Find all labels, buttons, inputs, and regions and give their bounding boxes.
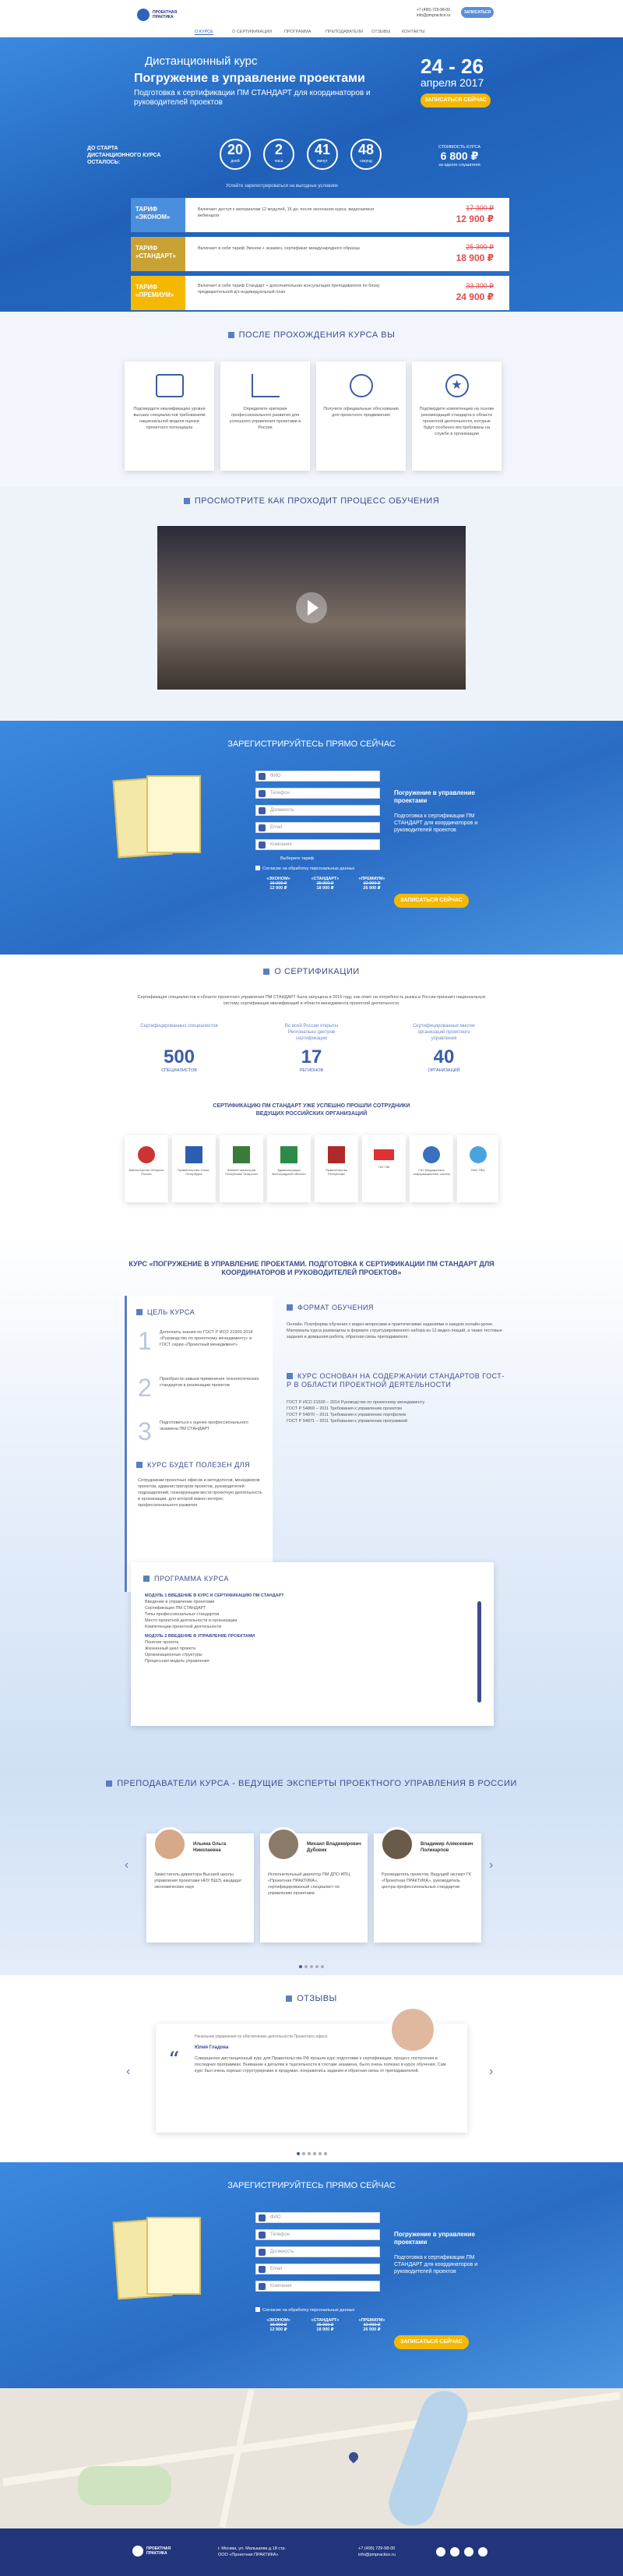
building-icon: [259, 842, 266, 849]
goal-item: 1 Дополнить знания по ГОСТ Р ИСО 21500-2014 «Руководство по проектному менеджменту» и ГОСТ серии «Проектный менеджмент»: [138, 1327, 253, 1355]
video-section: [0, 487, 623, 721]
after-course-section: [0, 312, 623, 487]
mail-icon: [259, 824, 266, 831]
register-section-2: [0, 2162, 623, 2388]
org-card: ПАО ТВЦ: [457, 1135, 498, 1202]
org-logo-icon: [280, 1146, 297, 1163]
hero-month: апреля 2017: [421, 76, 484, 89]
hero: [0, 37, 623, 312]
stat-block: Сертифицированных специалистов 500 СПЕЦИАЛИСТОВ: [140, 1024, 218, 1073]
avatar: [389, 2006, 436, 2053]
tariff-select-label: Выберите тариф: [280, 856, 315, 861]
register-section: [0, 721, 623, 955]
consent-checkbox[interactable]: Согласие на обработку персональных данных: [255, 2307, 354, 2313]
hero-title: Погружение в управление проектами: [134, 72, 365, 85]
teachers-pagination[interactable]: [0, 1958, 623, 1972]
org-card: Правительство Республики: [315, 1135, 358, 1202]
tariff-premium: ТАРИФ «ПРЕМИУМ» Включает в себя тариф Стандарт + дополнительная консультация преподавателя по блоку предварительной д/з индивидуальный план 33 300 ₽ 24 900 ₽: [131, 276, 509, 310]
email-field[interactable]: Email: [255, 822, 380, 833]
org-card: ГБУ Медицинских информационных систем: [410, 1135, 453, 1202]
nav-item[interactable]: ПРЕПОДАВАТЕЛИ: [326, 30, 364, 34]
countdown-days: 20 дней: [220, 139, 251, 170]
medal-icon: [350, 374, 373, 397]
footer-address: г. Москва, ул. Малышева д.18 стр. ООО «Проектная ПРАКТИКА»: [218, 2546, 287, 2557]
org-logo-icon: [233, 1146, 250, 1163]
certificate-image: [115, 768, 209, 884]
certificate-image: [115, 2209, 209, 2326]
fio-field[interactable]: ФИО: [255, 2212, 380, 2223]
teacher-card: Ильина Ольга Николаевна Заместитель директора Высшей школы управления проектами НИУ ВШЭ, кандидат экономических наук: [146, 1833, 254, 1943]
hero-dates: 24 - 26: [421, 55, 484, 78]
footer-contacts: +7 (495) 729-98-00 info@pmpractice.ru: [358, 2546, 396, 2557]
company-field[interactable]: Компания: [255, 2281, 380, 2292]
countdown-label: ДО СТАРТА ДИСТАНЦИОННОГО КУРСА ОСТАЛОСЬ:: [87, 146, 161, 165]
reviews-title: ОТЗЫВЫ: [0, 1994, 623, 2003]
header-email[interactable]: info@pmpractice.ru: [417, 13, 451, 18]
prev-arrow-icon[interactable]: ‹: [126, 2065, 131, 2078]
phone-field[interactable]: Телефон: [255, 2229, 380, 2240]
nav-item[interactable]: КОНТАКТЫ: [402, 30, 425, 34]
hero-note: Успейте зарегистрироваться на выгодных условиях: [226, 184, 339, 189]
social-links: [436, 2547, 498, 2557]
prev-arrow-icon[interactable]: ‹: [125, 1858, 129, 1872]
phone-icon: [259, 2232, 266, 2239]
youtube-icon[interactable]: [478, 2547, 487, 2557]
chart-growth-icon: [252, 374, 280, 397]
header-cta-button[interactable]: ЗАПИСАТЬСЯ: [461, 7, 494, 18]
briefcase-icon: [259, 2249, 266, 2256]
org-logo-icon: [138, 1146, 155, 1163]
benefit-card: ★ Подтвердите компетенцию на основе рекомендаций стандарта в области проектной деятельности, которые будут особенно востребованы на службе в организации: [412, 362, 502, 471]
org-logo-icon: [374, 1149, 394, 1160]
avatar: [266, 1827, 301, 1861]
reviews-section: [0, 1975, 623, 2162]
email-field[interactable]: Email: [255, 2264, 380, 2274]
orgs-title: СЕРТИФИКАЦИЮ ПМ СТАНДАРТ УЖЕ УСПЕШНО ПРОШЛИ СОТРУДНИКИ ВЕДУЩИХ РОССИЙСКИХ ОРГАНИЗАЦИЙ: [213, 1103, 410, 1117]
countdown-seconds: 48 секунд: [350, 139, 382, 170]
quote-icon: “: [168, 2047, 180, 2073]
org-card: Кабинет министров Республики Татарстан: [220, 1135, 263, 1202]
logo-icon: [137, 9, 150, 21]
course-section: [0, 1235, 623, 1773]
teachers-title: ПРЕПОДАВАТЕЛИ КУРСА - ВЕДУЩИЕ ЭКСПЕРТЫ ПРОЕКТНОГО УПРАВЛЕНИЯ В РОССИИ: [0, 1779, 623, 1788]
goal-item: 3 Подготовиться к оценке профессионального экзамена ПМ СТАНДАРТ: [138, 1417, 248, 1445]
register-side-title: Погружение в управление проектами: [394, 2231, 475, 2246]
building-icon: [259, 2283, 266, 2290]
video-player[interactable]: [157, 526, 466, 690]
register-submit-button[interactable]: ЗАПИСАТЬСЯ СЕЙЧАС: [394, 2335, 469, 2349]
company-field[interactable]: Компания: [255, 839, 380, 850]
next-arrow-icon[interactable]: ›: [489, 2065, 494, 2078]
after-course-title: ПОСЛЕ ПРОХОЖДЕНИЯ КУРСА ВЫ: [0, 330, 623, 340]
nav-item[interactable]: О СЕРТИФИКАЦИИ: [232, 30, 273, 34]
tariff-radio[interactable]: «ЭКОНОМ» 16 900 ₽ 12 900 ₽: [266, 877, 290, 891]
reviews-pagination[interactable]: [0, 2145, 623, 2159]
video-title: ПРОСМОТРИТЕ КАК ПРОХОДИТ ПРОЦЕСС ОБУЧЕНИЯ: [0, 496, 623, 506]
vk-icon[interactable]: [450, 2547, 459, 2557]
briefcase-icon: [259, 807, 266, 814]
goal-item: 2 Приобрести навыки применения технологических стандартов в реализации проектов: [138, 1374, 259, 1402]
org-card: ГАУ ПМ: [362, 1135, 406, 1202]
org-card: Правительство Санкт-Петербурга: [172, 1135, 216, 1202]
register-side-text: Подготовка к сертификации ПМ СТАНДАРТ для координаторов и руководителей проектов: [394, 813, 478, 833]
hero-kicker: Дистанционный курс: [145, 55, 258, 68]
course-title: КУРС «ПОГРУЖЕНИЕ В УПРАВЛЕНИЕ ПРОЕКТАМИ. ПОДГОТОВКА К СЕРТИФИКАЦИИ ПМ СТАНДАРТ ДЛЯ КООРДИНАТОРОВ И РУКОВОДИТЕЛЕЙ ПРОЕКТОВ»: [128, 1260, 495, 1276]
graduation-cap-icon: [156, 374, 184, 397]
register-submit-button[interactable]: ЗАПИСАТЬСЯ СЕЙЧАС: [394, 894, 469, 908]
phone-icon: [259, 790, 266, 797]
org-logo-icon: [423, 1146, 440, 1163]
consent-checkbox[interactable]: Согласие на обработку персональных данных: [255, 866, 354, 871]
tariff-radio[interactable]: «СТАНДАРТ» 25 900 ₽ 18 900 ₽: [311, 877, 340, 891]
register-title: ЗАРЕГИСТРИРУЙТЕСЬ ПРЯМО СЕЙЧАС: [227, 739, 396, 749]
orgs-row: [125, 1135, 498, 1205]
teacher-card: Михаил Владимирович Дубовик Исполнительный директор ПМ ДПО ИПЦ «Проектная ПРАКТИКА», сертифицированный специалист по управлению проектами: [260, 1833, 368, 1943]
certification-title: О СЕРТИФИКАЦИИ: [0, 967, 623, 976]
phone-field[interactable]: Телефон: [255, 788, 380, 799]
hero-subtitle: Подготовка к сертификации ПМ СТАНДАРТ для координаторов и руководителей проектов: [134, 89, 371, 107]
nav-item[interactable]: О КУРСЕ: [195, 30, 213, 34]
mail-icon: [259, 2266, 266, 2273]
benefit-card: Получите официальные обоснования для проектного продвижения: [316, 362, 406, 471]
program-card: ПРОГРАММА КУРСА МОДУЛЬ 1 ВВЕДЕНИЕ В КУРС И СЕРТИФИКАЦИЮ ПМ СТАНДАРТ Введение в управление проектами Сертификация ПМ СТАНДАРТ Типы профессиональных стандартов Место проектной деятельности в организации Компетенции проектной деятельности МОДУЛЬ 2 ВВЕДЕНИЕ В УПРАВЛЕНИЕ ПРОЕКТАМИ Понятие проекта Жизненный цикл проекта Организационные структуры Процессная модель управления: [131, 1562, 494, 1726]
benefit-card: Подтвердите квалификацию уровня высших специалистов требованиям национальной модели оценки проектного потенциала: [125, 362, 214, 471]
org-card: Министерство Обороны России: [125, 1135, 168, 1202]
course-right-column: ФОРМАТ ОБУЧЕНИЯ Онлайн. Платформа обучения с видео-вопросами и практическими заданиями в каждом онлайн-уроке. Материалы курса размещены в формате структурированного набора из 12 видео-лекций, а также тестовые задания и домашняя работа, обратная связь преподавателя. КУРС ОСНОВАН НА СОДЕРЖАНИИ СТАНДАРТОВ ГОСТ-Р В ОБЛАСТИ ПРОЕКТНОЙ ДЕЯТЕЛЬНОСТИ ГОСТ Р ИСО 21500 – 2014 Руководство по проектному менеджменту ГОСТ Р 54869 – 2011 Требования к управлению проектом ГОСТ Р 54870 – 2011 Требования к управлению портфелем ГОСТ Р 54871 – 2011 Требования к управлению программой: [287, 1304, 505, 1424]
org-card: Администрация Волгоградской области: [267, 1135, 311, 1202]
register-side-text: Подготовка к сертификации ПМ СТАНДАРТ для координаторов и руководителей проектов: [394, 2255, 478, 2274]
countdown-hours: 2 часа: [263, 139, 294, 170]
tariff-radio[interactable]: «ЭКОНОМ» 16 900 ₽ 12 900 ₽: [266, 2318, 290, 2332]
countdown-minutes: 41 минут: [307, 139, 338, 170]
hero-cta-button[interactable]: ЗАПИСАТЬСЯ СЕЙЧАС: [421, 94, 491, 108]
stat-block: Во всей России открыты Регионально центров сертификации 17 РЕГИОНОВ: [284, 1024, 339, 1073]
nav-item[interactable]: ПРОГРАММА: [284, 30, 312, 34]
next-arrow-icon[interactable]: ›: [489, 1858, 494, 1872]
footer: [0, 2528, 623, 2576]
map-pin-icon[interactable]: [347, 2451, 361, 2464]
footer-logo[interactable]: ПРОЕКТНАЯ ПРАКТИКА: [132, 2544, 179, 2560]
tariff-radio[interactable]: «ПРЕМИУМ» 32 900 ₽ 26 900 ₽: [358, 2318, 385, 2332]
course-left-column: ЦЕЛЬ КУРСА 1 Дополнить знания по ГОСТ Р ИСО 21500-2014 «Руководство по проектному менеджменту» и ГОСТ серии «Проектный менеджмент» 2 Приобрести навыки применения технологических стандартов в реализации проектов 3 Подготовиться к оценке профессионального экзамена ПМ СТАНДАРТ КУРС БУДЕТ ПОЛЕЗЕН ДЛЯ Сотрудникам проектных офисов и методологов, менеджеров проектов, администраторов проектов, руководителей подразделений, планирующим вести проектную деятельность в организации, для которой важен интерес профессионального развития: [125, 1296, 273, 1592]
header: [0, 0, 623, 37]
program-list: МОДУЛЬ 1 ВВЕДЕНИЕ В КУРС И СЕРТИФИКАЦИЮ ПМ СТАНДАРТ Введение в управление проектами Сертификация ПМ СТАНДАРТ Типы профессиональных стандартов Место проектной деятельности в организации Компетенции проектной деятельности МОДУЛЬ 2 ВВЕДЕНИЕ В УПРАВЛЕНИЕ ПРОЕКТАМИ Понятие проекта Жизненный цикл проекта Организационные структуры Процессная модель управления: [145, 1593, 284, 1664]
price-value: 6 800 ₽: [440, 150, 479, 162]
register-side-title: Погружение в управление проектами: [394, 789, 475, 804]
twitter-icon[interactable]: [464, 2547, 473, 2557]
logo-icon: [132, 2546, 143, 2557]
map[interactable]: [0, 2388, 623, 2528]
program-scrollbar[interactable]: [477, 1601, 481, 1703]
certification-section: [0, 955, 623, 1235]
org-logo-icon: [185, 1146, 202, 1163]
avatar: [153, 1827, 187, 1861]
header-contacts: [417, 8, 450, 19]
facebook-icon[interactable]: [436, 2547, 445, 2557]
org-logo-icon: [328, 1146, 345, 1163]
certification-text: Сертификация специалистов в области проектного управления ПМ СТАНДАРТ была запущена в 2016 году, как ответ на потребность рынка в России признаёт национальную систему сертификации квалификаций в области менеджмента проектной деятельности.: [137, 995, 486, 1006]
benefit-card: Определите критерии профессионального развития для успешного управления проектами в России: [220, 362, 310, 471]
stat-block: Сертифицированных многих организаций проектного управления 40 ОРГАНИЗАЦИЙ: [412, 1024, 476, 1073]
position-field[interactable]: Должность: [255, 805, 380, 816]
logo[interactable]: ПРОЕКТНАЯ ПРАКТИКА: [137, 7, 184, 24]
avatar: [380, 1827, 414, 1861]
play-button-icon[interactable]: [296, 592, 327, 623]
tariff-standard: ТАРИФ «СТАНДАРТ» Включает в себя тариф Эконом + экзамен, сертификат международного образца 25 300 ₽ 18 900 ₽: [131, 237, 509, 271]
org-logo-icon: [470, 1146, 487, 1163]
position-field[interactable]: Должность: [255, 2246, 380, 2257]
review-card: “ Начальник управления по обеспечению деятельности Проектного офиса Юлия Гладова Совершенно дистанционный курс для Правительства РФ прошли курс подготовки к сертификации, процесс построения в последних программах. Внимание к деталям и тщательности в составе экзамена, было очень полезно в курсе обучения. Сам курс был очень хорошо структурирован и продуман, понравились задания и обратная связь от преподавателей.: [156, 2024, 467, 2133]
register-title: ЗАРЕГИСТРИРУЙТЕСЬ ПРЯМО СЕЙЧАС: [227, 2181, 396, 2190]
fio-field[interactable]: ФИО: [255, 771, 380, 782]
countdown: [220, 139, 407, 182]
teacher-card: Владимир Алексеевич Поликарпов Руководитель проектов, Ведущий эксперт ГК «Проектная ПРАКТИКА», руководитель центра профессиональных стандартов: [374, 1833, 481, 1943]
price-box: СТОИМОСТЬ КУРСА 6 800 ₽ за одного слушателя: [421, 145, 498, 168]
tariff-radio[interactable]: «СТАНДАРТ» 25 900 ₽ 18 900 ₽: [311, 2318, 340, 2332]
user-icon: [259, 2214, 266, 2221]
nav-item[interactable]: ОТЗЫВЫ: [371, 30, 391, 34]
user-icon: [259, 773, 266, 780]
header-phone[interactable]: +7 (495) 729-98-00: [417, 8, 450, 12]
star-badge-icon: ★: [445, 374, 469, 397]
tariff-econom: ТАРИФ «ЭКОНОМ» Включает доступ к материалам 12 модулей, 15 дн. после окончания курса, видеозаписи вебинаров 17 300 ₽ 12 900 ₽: [131, 198, 509, 232]
tariff-radio[interactable]: «ПРЕМИУМ» 32 900 ₽ 26 900 ₽: [358, 877, 385, 891]
teachers-section: [0, 1773, 623, 1975]
